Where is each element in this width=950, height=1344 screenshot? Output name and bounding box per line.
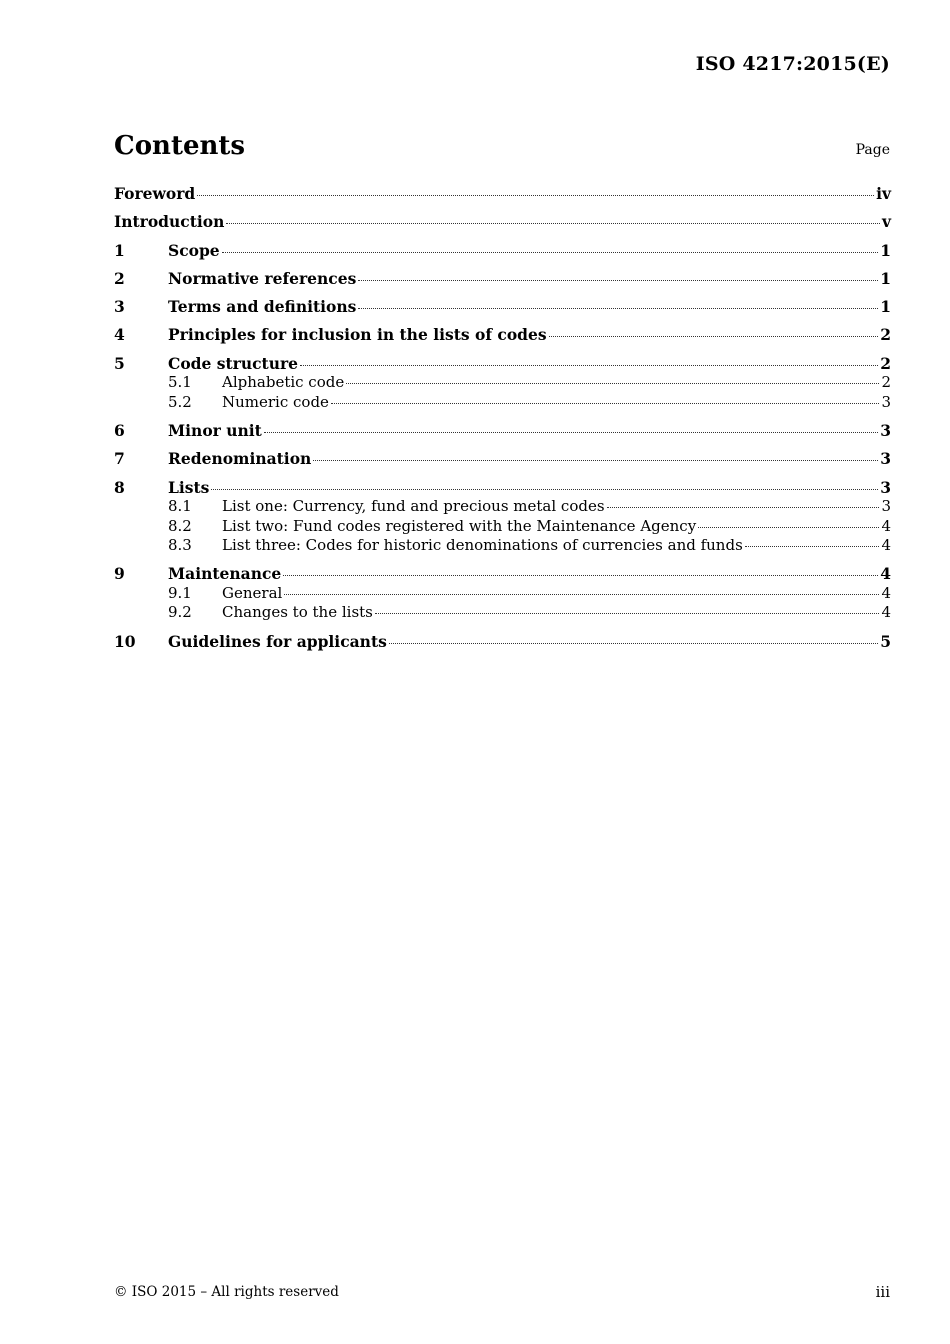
toc-entry-page: 2 — [880, 325, 891, 345]
toc-entry-page: 1 — [880, 240, 891, 260]
dot-leader — [222, 252, 879, 253]
toc-entry-number: 9 — [114, 564, 125, 584]
toc-entry-number: 9.1 — [168, 583, 192, 602]
dot-leader — [197, 195, 874, 196]
toc-entry-page: iv — [876, 184, 891, 203]
toc-entry[interactable] — [114, 373, 891, 393]
toc-entry[interactable] — [114, 632, 891, 652]
toc-entry[interactable] — [114, 449, 891, 469]
dot-leader — [358, 308, 878, 309]
toc-entry[interactable] — [114, 184, 891, 204]
toc-entry-title: Terms and definitions — [168, 297, 357, 317]
table-of-contents — [114, 184, 891, 651]
toc-entry[interactable] — [114, 325, 891, 345]
toc-entry-title: Code structure — [168, 353, 298, 373]
dot-leader — [264, 432, 878, 433]
toc-entry-page: 3 — [881, 497, 891, 516]
dot-leader — [389, 643, 878, 644]
toc-entry-title: List three: Codes for historic denominations of currencies and funds — [222, 536, 743, 555]
toc-entry-page: v — [881, 212, 891, 232]
dot-leader — [331, 403, 880, 404]
toc-entry-title: Foreword — [114, 184, 196, 203]
toc-entry-title: Lists — [168, 477, 210, 497]
dot-leader — [313, 460, 878, 461]
toc-entry-number: 10 — [114, 631, 136, 651]
toc-entry-number: 8.1 — [168, 497, 192, 516]
dot-leader — [284, 594, 879, 595]
toc-entry-number: 9.2 — [168, 603, 192, 622]
document-id: ISO 4217:2015(E) — [695, 53, 890, 75]
toc-entry-title: Normative references — [168, 268, 357, 288]
toc-entry-page: 4 — [881, 583, 891, 602]
dot-leader — [698, 527, 879, 528]
toc-entry[interactable] — [114, 297, 891, 317]
toc-entry-page: 4 — [880, 564, 891, 584]
toc-entry[interactable] — [114, 564, 891, 584]
toc-entry-number: 2 — [114, 268, 125, 288]
toc-entry-title: Principles for inclusion in the lists of codes — [168, 325, 547, 345]
toc-entry-title: Maintenance — [168, 564, 282, 584]
dot-leader — [346, 383, 879, 384]
toc-entry-title: List two: Fund codes registered with the Maintenance Agency — [222, 516, 697, 535]
toc-entry-number: 5.2 — [168, 392, 192, 411]
toc-entry-page: 3 — [880, 477, 891, 497]
toc-entry-number: 4 — [114, 325, 125, 345]
toc-entry[interactable] — [114, 478, 891, 498]
dot-leader — [745, 546, 880, 547]
dot-leader — [358, 280, 878, 281]
toc-entry[interactable] — [114, 212, 891, 232]
toc-entry-title: Scope — [168, 240, 220, 260]
toc-entry[interactable] — [114, 393, 891, 413]
toc-entry-number: 8.3 — [168, 536, 192, 555]
dot-leader — [211, 489, 878, 490]
footer-page-number: iii — [875, 1283, 890, 1301]
toc-entry-title: General — [222, 583, 283, 602]
toc-entry[interactable] — [114, 421, 891, 441]
toc-entry-title: Guidelines for applicants — [168, 631, 387, 651]
toc-entry-title: Alphabetic code — [222, 373, 345, 392]
toc-entry-page: 4 — [881, 516, 891, 535]
toc-entry[interactable] — [114, 497, 891, 517]
toc-entry-title: Minor unit — [168, 421, 262, 441]
page-column-label: Page — [855, 142, 890, 158]
dot-leader — [607, 507, 880, 508]
toc-entry[interactable] — [114, 536, 891, 556]
dot-leader — [549, 336, 879, 337]
toc-entry-page: 2 — [881, 373, 891, 392]
toc-entry-page: 3 — [880, 421, 891, 441]
toc-entry-page: 3 — [881, 392, 891, 411]
toc-entry-title: Redenomination — [168, 449, 312, 469]
toc-entry[interactable] — [114, 269, 891, 289]
dot-leader — [375, 613, 880, 614]
toc-entry-page: 4 — [881, 603, 891, 622]
toc-entry-title: Changes to the lists — [222, 603, 373, 622]
toc-entry-page: 2 — [880, 353, 891, 373]
footer-copyright: © ISO 2015 – All rights reserved — [114, 1284, 339, 1300]
toc-entry-number: 7 — [114, 449, 125, 469]
toc-entry-title: Numeric code — [222, 392, 329, 411]
toc-entry[interactable] — [114, 354, 891, 374]
toc-entry-number: 8 — [114, 477, 125, 497]
dot-leader — [226, 223, 880, 224]
toc-entry-number: 8.2 — [168, 516, 192, 535]
toc-entry-number: 1 — [114, 240, 125, 260]
contents-title: Contents — [114, 131, 246, 161]
toc-entry-number: 3 — [114, 297, 125, 317]
toc-entry[interactable] — [114, 241, 891, 261]
toc-entry-page: 1 — [880, 268, 891, 288]
toc-entry-page: 5 — [880, 631, 891, 651]
toc-entry-title: List one: Currency, fund and precious metal codes — [222, 497, 605, 516]
toc-entry-number: 6 — [114, 421, 125, 441]
toc-entry-number: 5.1 — [168, 373, 192, 392]
toc-entry-title: Introduction — [114, 212, 225, 232]
toc-entry[interactable] — [114, 603, 891, 623]
toc-entry-page: 4 — [881, 536, 891, 555]
toc-entry[interactable] — [114, 584, 891, 604]
toc-entry[interactable] — [114, 517, 891, 537]
dot-leader — [283, 575, 878, 576]
dot-leader — [300, 365, 878, 366]
toc-entry-page: 1 — [880, 297, 891, 317]
toc-entry-page: 3 — [880, 449, 891, 469]
toc-entry-number: 5 — [114, 353, 125, 373]
